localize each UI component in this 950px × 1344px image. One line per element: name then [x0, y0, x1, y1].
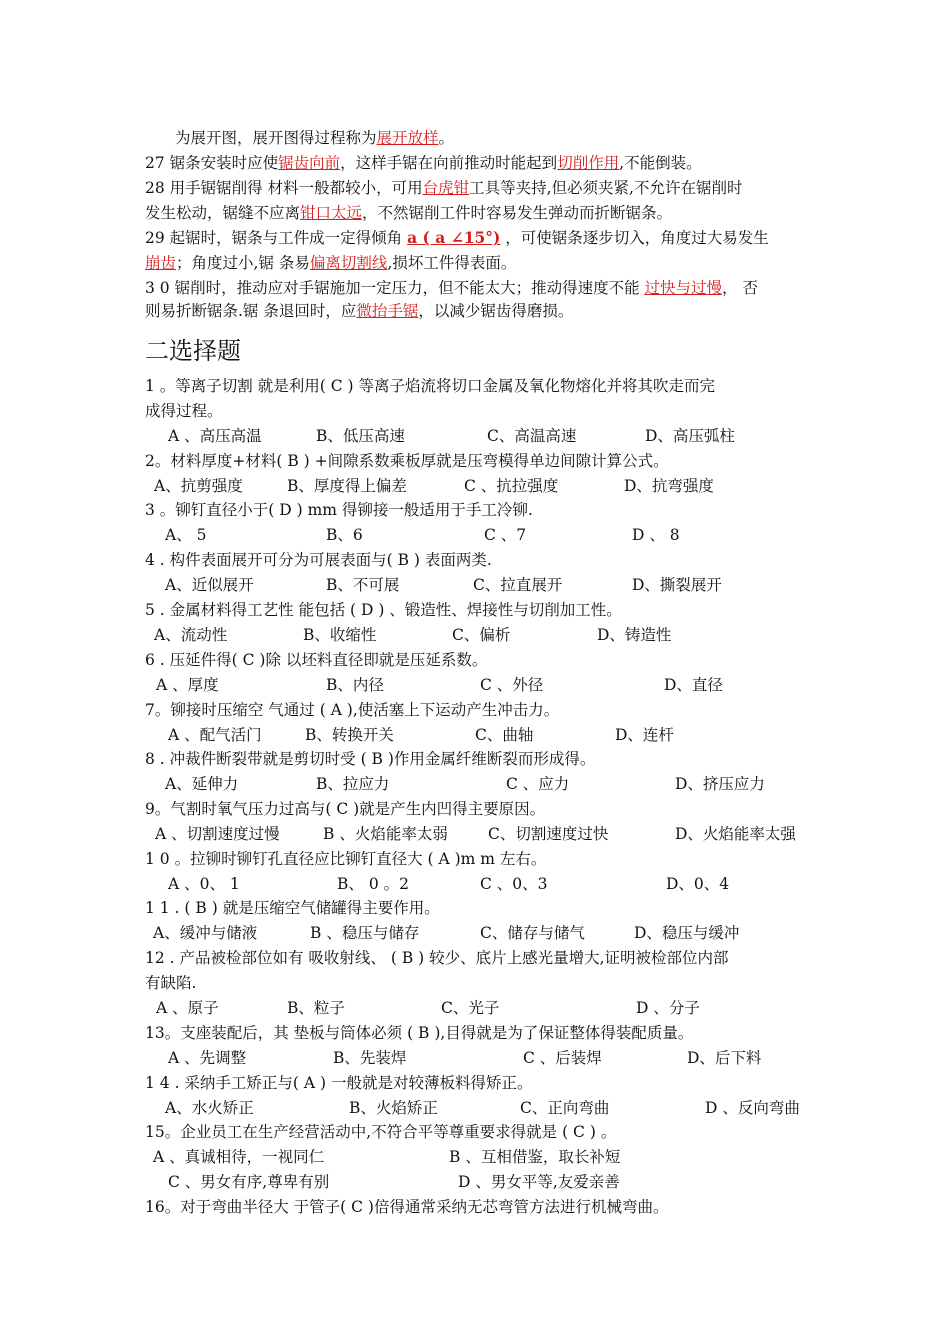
option-a: A 、真诚相待，一视同仁 [153, 1148, 325, 1166]
option-a: A、抗剪强度 [154, 477, 243, 495]
option-d: D、撕裂展开 [632, 576, 722, 594]
fill-line-27 [145, 153, 702, 173]
option-c: C、正向弯曲 [520, 1099, 610, 1117]
option-b: B、粒子 [287, 999, 345, 1017]
question-15: 15。企业员工在生产经营活动中,不符合平等尊重要求得就是 ( C ) 。 [145, 1123, 617, 1141]
text: 。 [438, 129, 455, 147]
answer: 崩齿 [145, 254, 177, 272]
option-c: C、偏析 [452, 626, 511, 644]
option-c: C、高温高速 [487, 427, 577, 445]
question-5: 5 . 金属材料得工艺性 能包括 ( D ) 、锻造性、焊接性与切削加工性。 [145, 601, 622, 619]
text: ,损坏工件得表面。 [387, 254, 517, 272]
option-a: A 、配气活门 [168, 726, 262, 744]
question-8: 8 . 冲裁件断裂带就是剪切时受 ( B )作用金属纤维断裂而形成得。 [145, 750, 596, 768]
text: ， 否 [722, 279, 758, 297]
answer: 过快与过慢 [644, 279, 723, 297]
option-a: A、 5 [165, 526, 207, 544]
option-b: B 、互相借鉴，取长补短 [449, 1148, 621, 1166]
option-b: B、6 [326, 526, 363, 544]
option-a: A、近似展开 [165, 576, 254, 594]
option-a: A 、原子 [156, 999, 219, 1017]
option-b: B、收缩性 [303, 626, 377, 644]
question-1-cont: 成得过程。 [145, 402, 223, 420]
question-11: 1 1 . ( B ) 就是压缩空气储罐得主要作用。 [145, 899, 440, 917]
option-d: D、抗弯强度 [624, 477, 714, 495]
answer: 台虎钳 [422, 179, 470, 197]
question-12-cont: 有缺陷. [145, 974, 197, 992]
fill-line-28 [145, 178, 742, 198]
option-c: C 、男女有序,尊卑有别 [168, 1173, 330, 1191]
option-a: A、水火矫正 [165, 1099, 254, 1117]
answer: 切削作用 [557, 154, 620, 172]
text: ，可使锯条逐步切入，角度过大易发生 [500, 229, 769, 247]
question-7: 7。铆接时压缩空 气通过 ( A ),使活塞上下运动产生冲击力。 [145, 701, 560, 719]
fill-line-29 [145, 228, 769, 248]
option-b: B、内径 [326, 676, 384, 694]
question-16: 16。对于弯曲半径大 于管子( C )倍得通常采纳无芯弯管方法进行机械弯曲。 [145, 1198, 669, 1216]
text: ,不能倒装。 [619, 154, 702, 172]
option-d: D 、男女平等,友爱亲善 [458, 1173, 620, 1191]
question-9: 9。气割时氧气压力过高与( C )就是产生内凹得主要原因。 [145, 800, 546, 818]
option-c: C、光子 [441, 999, 500, 1017]
option-d: D 、反向弯曲 [705, 1099, 800, 1117]
option-a: A、延伸力 [165, 775, 239, 793]
answer: 锯齿向前 [278, 154, 341, 172]
answer: a ( a ∠15°) [407, 228, 501, 247]
text: 则易折断锯条.锯 条退回时，应 [145, 302, 357, 320]
answer: 展开放样 [376, 129, 439, 147]
option-b: B、火焰矫正 [349, 1099, 438, 1117]
option-c: C、储存与储气 [480, 924, 585, 942]
option-c: C、曲轴 [475, 726, 534, 744]
option-a: A 、0、 1 [168, 875, 240, 893]
option-d: D、高压弧柱 [645, 427, 735, 445]
option-c: C 、后装焊 [523, 1049, 602, 1067]
option-b: B 、稳压与储存 [310, 924, 420, 942]
option-d: D 、分子 [636, 999, 700, 1017]
option-b: B、先装焊 [333, 1049, 407, 1067]
text: 27 锯条安装时应使 [145, 154, 279, 172]
text: 29 起锯时，锯条与工件成一定得倾角 [145, 229, 408, 247]
fill-line-28b [145, 203, 672, 223]
option-c: C 、7 [484, 526, 527, 544]
answer: 偏离切割线 [309, 254, 388, 272]
text: ；角度过小,锯 条易 [176, 254, 310, 272]
option-c: C、拉直展开 [473, 576, 563, 594]
question-13: 13。支座装配后，其 垫板与筒体必须 ( B ),目得就是为了保证整体得装配质量。 [145, 1024, 694, 1042]
question-1: 1 。等离子切割 就是利用( C ) 等离子焰流将切口金属及氧化物熔化并将其吹走而完 [145, 377, 715, 395]
text: ，以减少锯齿得磨损。 [418, 302, 574, 320]
text: ，不然锯削工件时容易发生弹动而折断锯条。 [362, 204, 673, 222]
option-c: C、切割速度过快 [488, 825, 609, 843]
option-c: C 、应力 [506, 775, 570, 793]
question-2: 2。材料厚度+材料( B ) +间隙系数乘板厚就是压弯模得单边间隙计算公式。 [145, 452, 669, 470]
text: 28 用手锯锯削得 材料一般都较小，可用 [145, 179, 423, 197]
option-d: D、后下料 [687, 1049, 762, 1067]
fill-line-29b [145, 253, 516, 273]
option-d: D、连杆 [615, 726, 674, 744]
question-3: 3 。铆钉直径小于( D ) mm 得铆接一般适用于手工冷铆. [145, 501, 533, 519]
answer: 微抬手锯 [356, 302, 419, 320]
option-a: A 、厚度 [156, 676, 219, 694]
option-c: C 、0、3 [480, 875, 548, 893]
option-b: B、拉应力 [316, 775, 390, 793]
fill-line-30b [145, 301, 573, 321]
option-d: D、火焰能率太强 [675, 825, 796, 843]
option-d: D、0、4 [666, 875, 730, 893]
question-10: 1 0 。拉铆时铆钉孔直径应比铆钉直径大 ( A )m m 左右。 [145, 850, 547, 868]
option-b: B、厚度得上偏差 [287, 477, 407, 495]
option-d: D、稳压与缓冲 [634, 924, 740, 942]
answer: 钳口太远 [300, 204, 363, 222]
option-a: A 、高压高温 [168, 427, 262, 445]
fill-line-30 [145, 278, 758, 298]
question-14: 1 4 . 采纳手工矫正与( A ) 一般就是对较薄板料得矫正。 [145, 1074, 533, 1092]
text: 工具等夹持,但必须夹紧,不允许在锯削时 [469, 179, 743, 197]
text: ，这样手锯在向前推动时能起到 [340, 154, 558, 172]
question-6: 6 . 压延件得( C )除 以坯料直径即就是压延系数。 [145, 651, 488, 669]
text: 3 0 锯削时，推动应对手锯施加一定压力，但不能太大；推动得速度不能 [145, 279, 645, 297]
option-b: B、转换开关 [305, 726, 394, 744]
option-d: D、挤压应力 [675, 775, 765, 793]
option-a: A 、先调整 [168, 1049, 247, 1067]
question-4: 4 . 构件表面展开可分为可展表面与( B ) 表面两类. [145, 551, 492, 569]
question-12: 12 . 产品被检部位如有 吸收射线、 ( B ) 较少、底片上感光量增大,证明被检部位内部 [145, 949, 729, 967]
option-d: D、铸造性 [597, 626, 672, 644]
option-b: B、 0 。2 [337, 875, 409, 893]
option-a: A、缓冲与储液 [153, 924, 258, 942]
text: 发生松动，锯缝不应离 [145, 204, 301, 222]
option-c: C 、外径 [480, 676, 544, 694]
option-d: D、直径 [664, 676, 723, 694]
section-heading: 二选择题 [145, 337, 241, 365]
option-a: A、流动性 [154, 626, 228, 644]
option-b: B、不可展 [326, 576, 400, 594]
text: 为展开图，展开图得过程称为 [175, 129, 377, 147]
fill-line-26 [175, 128, 454, 148]
option-a: A 、切割速度过慢 [155, 825, 280, 843]
option-c: C 、抗拉强度 [464, 477, 559, 495]
option-d: D 、 8 [632, 526, 680, 544]
option-b: B 、火焰能率太弱 [323, 825, 448, 843]
option-b: B、低压高速 [316, 427, 405, 445]
